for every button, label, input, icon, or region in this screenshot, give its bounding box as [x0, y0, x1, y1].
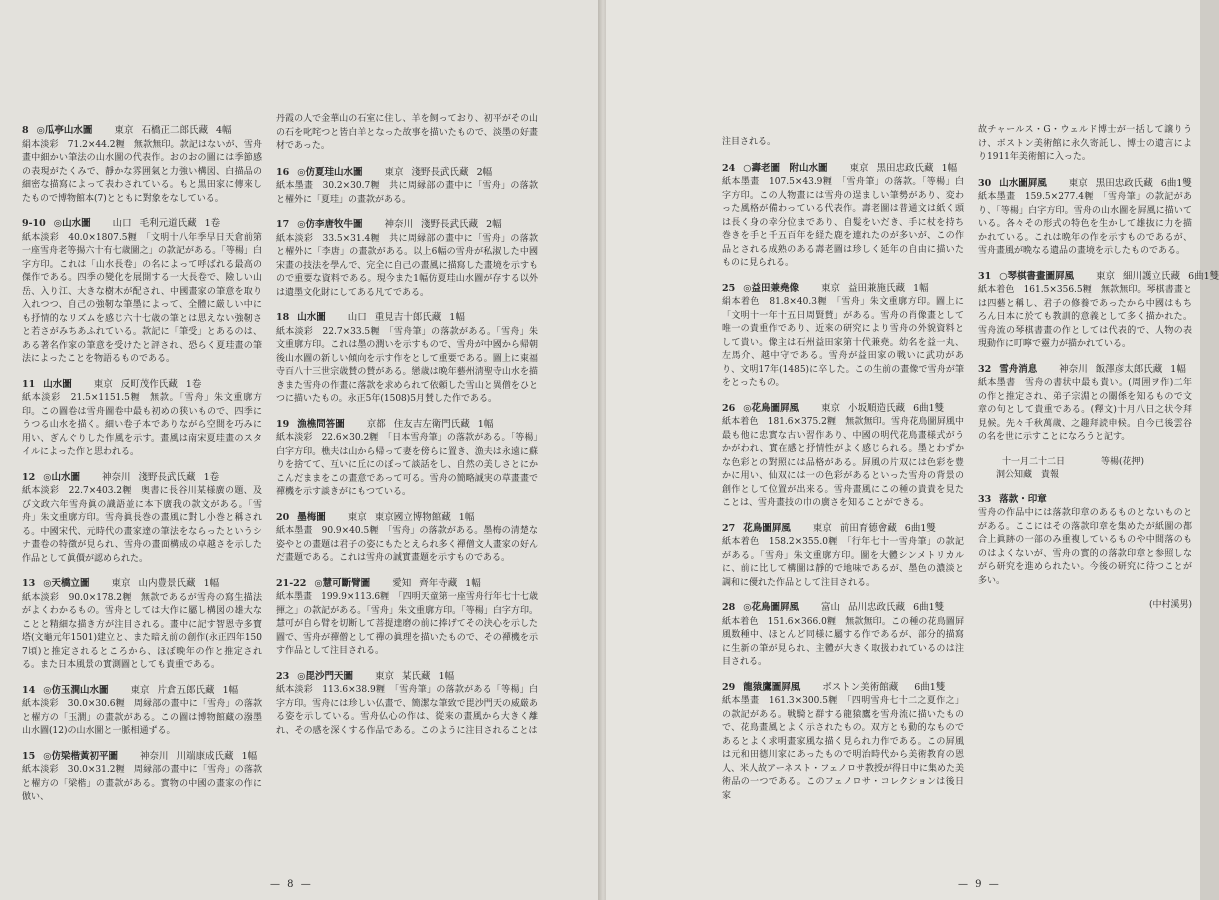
- entry-title: ◎天橋立圖: [43, 578, 90, 589]
- catalog-entry: [722, 681, 964, 804]
- entry-description: 紙本着色 181.6×375.2糎 無款無印。雪舟花鳥圖屛風中最も他に忠實な古い習作あり、中國の明代花鳥畫様式がうかがわれ、實在感と抒情性がよく感じられる。墨とわずかな色彩との對照には品格がある。屛風の片双には色彩を豊かに用い、仙双には一の色彩があるといった雪舟の背景の創作として位置が出来る。雪舟畫風にこの種の貴貴を見たことは、雪舟畫技の巾の廣さを知ることができる。: [722, 417, 964, 508]
- column-4: [978, 124, 1219, 613]
- entry-title: 落款・印章: [999, 493, 1047, 505]
- entry-number: 16: [276, 166, 290, 178]
- entry-heading: [722, 402, 964, 416]
- entry-location: 東京: [849, 162, 869, 174]
- entry-number: 21-22: [276, 577, 307, 589]
- entry-location: 山口: [112, 218, 132, 229]
- entry-title: ○琴棋書畫圖屛風: [999, 270, 1075, 282]
- entry-heading: [978, 493, 1192, 507]
- entry-quantity: 1幅: [241, 750, 258, 762]
- entry-number: 17: [276, 219, 290, 230]
- catalog-entry: [22, 124, 262, 206]
- letter-addressee: 洞公知藏 貴報: [996, 470, 1060, 480]
- entry-owner: 反町茂作氏藏: [120, 378, 178, 390]
- entry-heading: [22, 217, 262, 231]
- column-3: [722, 136, 964, 814]
- catalog-entry: [22, 684, 262, 739]
- entry-number: 12: [22, 471, 36, 483]
- entry-quantity: 1卷: [185, 378, 202, 390]
- entry-location: 神奈川: [1059, 363, 1088, 375]
- catalog-entry: [22, 577, 262, 673]
- continued-text: 丹霞の人で金華山の石室に住し、羊を飼っており、初平がその山の石を叱咤つと皆白羊となった故事を描いたもので、淡墨の好畫材であった。: [276, 114, 538, 151]
- entry-quantity: 1幅: [449, 312, 465, 323]
- entry-owner: 黒田忠政氏藏: [876, 162, 934, 174]
- entry-description: 紙本墨畫 90.9×40.5糎 「雪舟」の落款がある。墨梅の清楚な姿やとの畫題は君子の姿にもたとえられ多く禪僧文人畫家の好んだ畫題である。これは雪舟の誠實畫題を示すものである。: [276, 526, 538, 563]
- entry-description: 紙本淡彩 33.5×31.4糎 共に周縁部の畫中に「雪舟」の落款と櫂外に「李唐」の畫款がある。以上6幅の雪舟が私淑した中國宋畫の技法を學んで、完全に自己の畫風に描寫した畫境を示すもので重要な資料である。現今また1幅仿夏珪山水圖が存する以外は遺墨文化財にしてある凡てである。: [276, 233, 538, 298]
- entry-title: ◎花鳥圖屛風: [743, 602, 800, 613]
- entry-description: 絹本淡彩 71.2×44.2糎 無款無印。款記はないが、雪舟畫中細かい筆法の山水圖の代表作。おのおの圖には季節感の表現がたくみで、靜かな雰囲氣と力強い構図、白描品の細密な描寫によって表わされている。もと黒田家に傳來したもので博物館本(7)とともに對象をなしている。: [22, 139, 262, 204]
- entry-title: 漁樵問答圖: [297, 418, 345, 430]
- catalog-entry: [22, 217, 262, 367]
- entry-heading: [722, 681, 964, 695]
- entry-owner: 前田育德會藏: [839, 522, 897, 534]
- entry-title: 墨梅圖: [297, 511, 326, 523]
- entry-owner: 毛利元道氏藏: [139, 218, 197, 229]
- catalog-entry: [276, 670, 538, 739]
- entry-title: 雪舟消息: [999, 363, 1038, 375]
- entry-owner: 淺野長武氏藏: [411, 166, 469, 178]
- catalog-entry: [276, 577, 538, 659]
- entry-owner: 住友吉左衛門氏藏: [393, 418, 470, 430]
- entry-title: ○壽老圖 附山水圖: [743, 162, 828, 174]
- entry-owner: 某氏藏: [402, 670, 431, 682]
- entry-heading: [22, 378, 262, 392]
- right-page: [606, 0, 1219, 900]
- entry-quantity: 6曲1雙: [1160, 177, 1192, 189]
- entry-owner: 細川護立氏藏: [1123, 270, 1181, 282]
- column-1: [22, 124, 262, 816]
- entry-quantity: 6曲1雙: [904, 522, 936, 534]
- entry-number: 23: [276, 670, 290, 682]
- entry-heading: [722, 601, 964, 615]
- column-2: [276, 113, 538, 749]
- entry-description: 絹本着色 81.8×40.3糎 「雪舟」朱文重廓方印。圖上に「文明十一年十五日周賢賛」がある。雪舟の肖像畫として唯一の貴重作であり、近來の研究により雪舟の外貌資料として貴い。像主は石州益田家第十代兼堯。幼名を益一丸、左馬介、越中守である。雪舟が益田家の戦いに武功があり、文明17年(1485)に卒した。この生前の畫像で雪舟が筆をとったもの。: [722, 297, 964, 388]
- entry-quantity: 1幅: [438, 670, 455, 682]
- entry-description: 紙本墨畫 199.9×113.6糎 「四明天童第一座雪舟行年七十七歳揮之」の款記がある。「雪舟」朱文重廓方印。「等楊」白字方印。慧可が自ら臂を切断して菩提達磨の前に捧げてその決心を示した圖で、雪舟が禪僧として禪の眞理を描いたもので、その禪機を示す作品として注目される。: [276, 592, 538, 656]
- entry-number: 14: [22, 684, 36, 696]
- entry-heading: [22, 124, 262, 138]
- entry-heading: [978, 177, 1192, 191]
- entry-heading: [276, 670, 538, 684]
- entry-title: 山水圖屛風: [999, 177, 1047, 189]
- entry-number: 9-10: [22, 218, 46, 229]
- entry-owner: 東京國立博物館藏: [374, 511, 451, 523]
- entry-location: 東京: [111, 578, 131, 589]
- entry-quantity: 1幅: [1170, 363, 1186, 375]
- catalog-entry: [722, 282, 964, 391]
- entry-quantity: 1卷: [203, 471, 220, 483]
- left-page: [0, 0, 600, 900]
- entry-description: 紙本墨畫 107.5×43.9糎 「雪舟筆」の落款。「等楊」白字方印。この人物畫には雪舟の逞ましい筆勢があり、変わった風格が備わっている代表作。壽老圖は普通文は紙く頭は長く身の幸分位まであり、自髮をいだき、手に杖を持ち巻きを手と千五百年を経た鹿を連れたのが多いが、この作品とされる成熟のある壽老圖は珍しく延年の自由に描いたものに見られる。: [722, 177, 964, 268]
- entry-description: 紙本墨畫 159.5×277.4糎 「雪舟筆」の款記があり、「等楊」白字方印。雪舟の山水圖を屛風に描いている。各々その形式の特色を生かして雄抜に力を描かれている。これは晩年の作を示すものであるが、雪舟畫風が晩なる遺品の畫境を示したものである。: [978, 192, 1192, 256]
- entry-owner: 齊年寺藏: [419, 577, 458, 589]
- entry-heading: [978, 363, 1192, 377]
- catalog-entry: [22, 471, 262, 567]
- entry-number: 30: [978, 177, 992, 189]
- entry-title: ◎仿夏珪山水圖: [297, 166, 363, 178]
- entry-heading: [276, 218, 538, 232]
- entry-heading: [722, 282, 964, 296]
- entry-quantity: 1幅: [913, 282, 929, 294]
- entry-number: 18: [276, 312, 290, 323]
- entry-location: 神奈川: [102, 471, 131, 483]
- entry-description: 紙本墨畫 30.2×30.7糎 共に周縁部の畫中に「雪舟」の落款と櫂外に「夏珪」の畫款がある。: [276, 181, 538, 205]
- entry-description: 紙本淡彩 22.7×403.2糎 奥書に長谷川某様廣の題、及び文政六年雪舟眞の識語並に本下廣我の款文がある。「雪舟」朱文重廓方印。雪舟眞長巻の畫風に對し小巻と稱される。中國宋代、元時代の畫家達の筆法をならったというシナ畫卷の特徴が見られ、雪舟の畫面構成の卓越さを示した作品として眞價が認められた。: [22, 486, 262, 564]
- entry-location: 東京: [1068, 177, 1088, 189]
- entry-title: ◎仿李唐牧牛圖: [297, 219, 363, 230]
- entry-number: 25: [722, 282, 736, 294]
- entry-description: 紙本淡彩 40.0×1807.5糎 「文明十八年季早日天倉前第一座雪舟老等揚六十有七歳圖之」の款記がある。「等楊」白字方印。これは「山水長卷」の名によって呼ばれる最高の傑作である。四季の變化を展開する一大長卷で、險しい山岳、入り江、大きな樹木が配され、中國畫家の筆意を取り入れつつ、自己の強靭な筆墨によって、全體に厳しい中にも抒情的なリズムを感じ六十七歳の筆とは思えない強靭さと若さがみちあふれている。款記に「筆受」とあるのは、ある著名作家の筆意を受けたと評され、恐らく夏珪畫の筆法によったことを物語るものである。: [22, 232, 262, 364]
- entry-location: 東京: [375, 670, 395, 682]
- entry-description: 紙本淡彩 30.0×30.6糎 周縁部の畫中に「雪舟」の落款と櫂方の「玉澗」の畫款がある。この圖は博物館藏の潑墨山水圖(12)の山水圖と一脈相通ずる。: [22, 699, 262, 736]
- entry-description: 紙本着色 161.5×356.5糎 無款無印。琴棋書畫とは四藝と稱し、君子の修養であったから中國はもちろん日本に於ても教訓的意義として多く描かれた。雪舟流の琴棋書畫の作としては代表的で、人物の表現動作に叮嚀で靈力が描かれている。: [978, 285, 1192, 349]
- entry-number: 27: [722, 522, 736, 534]
- entry-title: ◎慧可斷臂圖: [314, 577, 371, 589]
- catalog-entry: [978, 493, 1192, 589]
- entry-description: 紙本淡彩 90.0×178.2糎 無款であるが雪舟の寫生描法がよくわかるもの。雪舟としては大作に屬し構図の雄大なことと精細な描き方が注目される。畫中に記す智恩寺多寶塔(文龜元年1501)建立と、また暗え前の創作(永正四年1507頃)と推定されるところから、ほぼ晩年の作と推定される。また日本風景の實測圖としても貴重である。: [22, 592, 262, 670]
- continued-text: 故チャールス・G・ウェルド博士が一括して譲りうけ、ボストン美術館に永久寄託し、博士の遺言により1911年美術館に入った。: [978, 125, 1192, 162]
- entry-owner: 淺野長武氏藏: [138, 471, 196, 483]
- catalog-entry: [722, 402, 964, 511]
- entry-quantity: 4幅: [215, 125, 232, 136]
- page-number-right: — 9 —: [958, 879, 1001, 890]
- entry-owner: 淺野長武氏藏: [421, 219, 479, 230]
- entry-owner: 山内豊景氏藏: [138, 578, 196, 589]
- catalog-entry: [276, 511, 538, 566]
- entry-number: 32: [978, 363, 992, 375]
- entry-description: 紙本淡彩 30.0×31.2糎 周縁部の畫中に「雪舟」の落款と櫂方の「梁楷」の畫款がある。實物の中國の畫家の作に倣い、: [22, 765, 262, 802]
- entry-quantity: 1幅: [941, 162, 958, 174]
- continued-text: 注目される。: [722, 137, 777, 147]
- entry-heading: [22, 684, 262, 698]
- entry-description: 紙本着色 151.6×366.0糎 無款無印。この種の花鳥圖屛風数種中、ほとんど同様に屬する作であるが、部分的描寫に生新の筆が見られ、主體が大きく取扱われているのは注目される。: [722, 616, 964, 667]
- entry-location: 東京: [384, 166, 404, 178]
- entry-heading: [276, 166, 538, 180]
- entry-number: 15: [22, 750, 36, 762]
- entry-location: 東京: [821, 282, 841, 294]
- entry-description: 紙本墨畫 161.3×300.5糎 「四明雪舟七十二之夏作之」の款記がある。戦騎と群する龍猿鷹を雪舟流に描いたもので、花鳥畫風とよく示されたもの。双方とも動的なものであるとよく求明畫家風な描く見られ力作である。この屛風は元和田德川家にあったもので明治時代から美術教育の恩人、米人故アーネスト・フェノロサ教授が得日中に集めた美術品の一つである。このフェノロサ・コレクションは後日家: [722, 696, 965, 801]
- entry-quantity: 2幅: [486, 219, 502, 230]
- catalog-entry: [722, 162, 964, 271]
- catalog-entry: [276, 311, 538, 407]
- entry-heading: [22, 577, 262, 591]
- entry-title: ◎花鳥圖屛風: [743, 402, 800, 414]
- entry-heading: [276, 311, 538, 325]
- entry-location: 神奈川: [140, 750, 169, 762]
- catalog-entry: [722, 601, 964, 670]
- page-number-left: — 8 —: [270, 879, 313, 890]
- entry-title: 山水圖: [297, 312, 326, 323]
- entry-location: 東京: [130, 684, 150, 696]
- author-signature: (中村溪男): [1148, 600, 1192, 610]
- catalog-entry: [978, 270, 1219, 352]
- entry-number: 31: [978, 270, 992, 282]
- entry-owner: 片倉五郎氏藏: [157, 684, 215, 696]
- entry-quantity: 6曲1雙: [914, 681, 946, 693]
- entry-title: ◎瓜亭山水圖: [36, 125, 93, 136]
- entry-description: 紙本淡彩 113.6×38.9糎 「雪舟筆」の落款がある「等楊」白字方印。雪舟には珍しい仏畫で、簡潔な筆致で毘沙門天の威厳ある姿を示している。雪舟仏心の作は、從來の畫風から大きく離れ、その感を深くする作品である。このように注目されることは: [276, 685, 538, 736]
- entry-quantity: 1幅: [222, 684, 239, 696]
- entry-location: 東京: [1096, 270, 1116, 282]
- entry-title: 山水圖: [43, 378, 72, 390]
- entry-location: 山口: [347, 312, 367, 323]
- entry-quantity: 1幅: [465, 577, 481, 589]
- entry-quantity: 6曲1雙: [1188, 270, 1219, 282]
- catalog-entry: [978, 363, 1192, 445]
- catalog-entry: [276, 166, 538, 208]
- catalog-entry: [276, 218, 538, 300]
- catalog-entry: [276, 418, 538, 500]
- entry-number: 13: [22, 578, 36, 589]
- entry-heading: [722, 162, 964, 176]
- entry-number: 11: [22, 378, 36, 390]
- entry-description: 紙本着色 158.2×355.0糎 「行年七十一雪舟筆」の款記がある。「雪舟」朱文重廓方印。圖を大體シンメトリカルに、前に比して構圖は靜的で地味であるが、墨色の濃淡と調和に優れた作品として注目される。: [722, 537, 964, 588]
- entry-location: ボストン美術館藏: [822, 681, 899, 693]
- entry-location: 富山: [821, 602, 841, 613]
- entry-number: 8: [22, 125, 29, 136]
- entry-heading: [276, 418, 538, 432]
- entry-location: 東京: [347, 511, 367, 523]
- entry-heading: [978, 270, 1219, 284]
- entry-location: 東京: [114, 125, 134, 136]
- entry-location: 京都: [366, 418, 386, 430]
- entry-heading: [22, 471, 262, 485]
- entry-title: ◎山水圖: [43, 471, 81, 483]
- entry-location: 愛知: [392, 577, 412, 589]
- letter-date: 十一月二十二日 等楊(花押): [1002, 456, 1145, 467]
- entry-number: 33: [978, 493, 992, 505]
- entry-owner: 重見吉十郎氏藏: [374, 312, 442, 323]
- entry-heading: [276, 511, 538, 525]
- entry-description: 紙本淡彩 22.6×30.2糎 「日本雪舟筆」の落款がある。「等楊」白字方印。樵夫は山から帰って妻を傍らに置き、漁夫は永遠に蘇りを捨てて、互いに丘にのぼって談話をし、自然の美しさとにかこんだままをこの畫意であって可る。雪舟の簡略誠実の草畫畫で禪機を示す談きがにもつている。: [276, 433, 538, 497]
- entry-number: 19: [276, 418, 290, 430]
- catalog-entry: [978, 177, 1192, 259]
- entry-heading: [276, 577, 538, 591]
- catalog-entry: [722, 522, 964, 591]
- entry-description: 雪舟の作品中には落款印章のあるものとないものとがある。ここにはその落款印章を集めたが紙圖の都合上眞跡の一部のみ重複しているものや中間落のものはよくないが、雪舟の實的の落款印章と参照しながら研究を進められたい。今後の研究に待つことが多い。: [978, 508, 1192, 586]
- entry-description: 紙本淡彩 22.7×33.5糎 「雪舟筆」の落款がある。「雪舟」朱文重廓方印。これは墨の潤いを示すもので、雪舟が中國から帰朝後山水圖の新しい傾向を示す作をとして重要である。圖上に東福寺百八十三世宗歳賛の賛がある。戀歳は晩年藝州淸聖寺山水を描きまた雪舟の作畫に落款を求められて依頼した雪山と異僧をひとつに描いたもの。永正5年(1508)5月賛した作である。: [276, 326, 538, 404]
- entry-owner: 飯澤彦太郎氏藏: [1095, 363, 1163, 375]
- entry-owner: 川端康成氏藏: [176, 750, 234, 762]
- entry-number: 24: [722, 162, 736, 174]
- entry-description: 紙本墨書 雪舟の書状中最も貴い。(周囲ヲ作)二年の作と推定され、弟子宗淵との關係を知るもので文章の句として貴重である。(釋文)十月八日之状令拜見候。先々千秋萬歲、之趣拜読申候。自今已後雲谷の名を世に示すことになろうと記す。: [978, 378, 1192, 442]
- entry-location: 東京: [821, 402, 841, 414]
- entry-title: 龍猿鷹圖屛風: [743, 681, 801, 693]
- catalog-entry: [22, 750, 262, 805]
- entry-quantity: 1幅: [477, 418, 494, 430]
- entry-owner: 黒田忠政氏藏: [1095, 177, 1153, 189]
- entry-number: 26: [722, 402, 736, 414]
- entry-owner: 石橋正二郎氏藏: [141, 125, 208, 136]
- entry-owner: 品川忠政氏藏: [848, 602, 906, 613]
- entry-owner: 小坂順造氏藏: [848, 402, 906, 414]
- entry-quantity: 2幅: [476, 166, 493, 178]
- entry-heading: [722, 522, 964, 536]
- entry-number: 20: [276, 511, 290, 523]
- entry-location: 東京: [93, 378, 113, 390]
- entry-number: 29: [722, 681, 736, 693]
- entry-location: 神奈川: [384, 219, 414, 230]
- entry-heading: [22, 750, 262, 764]
- entry-title: ◎仿梁楷黃初平圖: [43, 750, 119, 762]
- entry-description: 紙本淡彩 21.5×1151.5糎 無款。「雪舟」朱文重廓方印。この圖卷は雪舟圖卷中最も初めの狭いもので、四季にうつる山水を描く。細い卷子本でありながら空間を巧みに用い、ぎんぐりした作風を示す。畫風は南宋夏珪畫のスタイルによった作と思われる。: [22, 393, 262, 457]
- entry-title: ◎仿玉澗山水圖: [43, 684, 109, 696]
- entry-quantity: 1幅: [203, 578, 220, 589]
- catalog-entry: [22, 378, 262, 460]
- entry-title: ◎山水圖: [53, 218, 91, 229]
- entry-quantity: 1卷: [204, 218, 221, 229]
- entry-owner: 益田兼施氏藏: [848, 282, 906, 294]
- entry-quantity: 6曲1雙: [913, 402, 945, 414]
- entry-title: ◎毘沙門天圖: [297, 670, 354, 682]
- entry-number: 28: [722, 602, 736, 613]
- entry-quantity: 1幅: [458, 511, 475, 523]
- entry-title: 花鳥圖屛風: [743, 522, 791, 534]
- entry-title: ◎益田兼堯像: [743, 282, 800, 294]
- entry-quantity: 6曲1雙: [913, 602, 945, 613]
- entry-location: 東京: [812, 522, 832, 534]
